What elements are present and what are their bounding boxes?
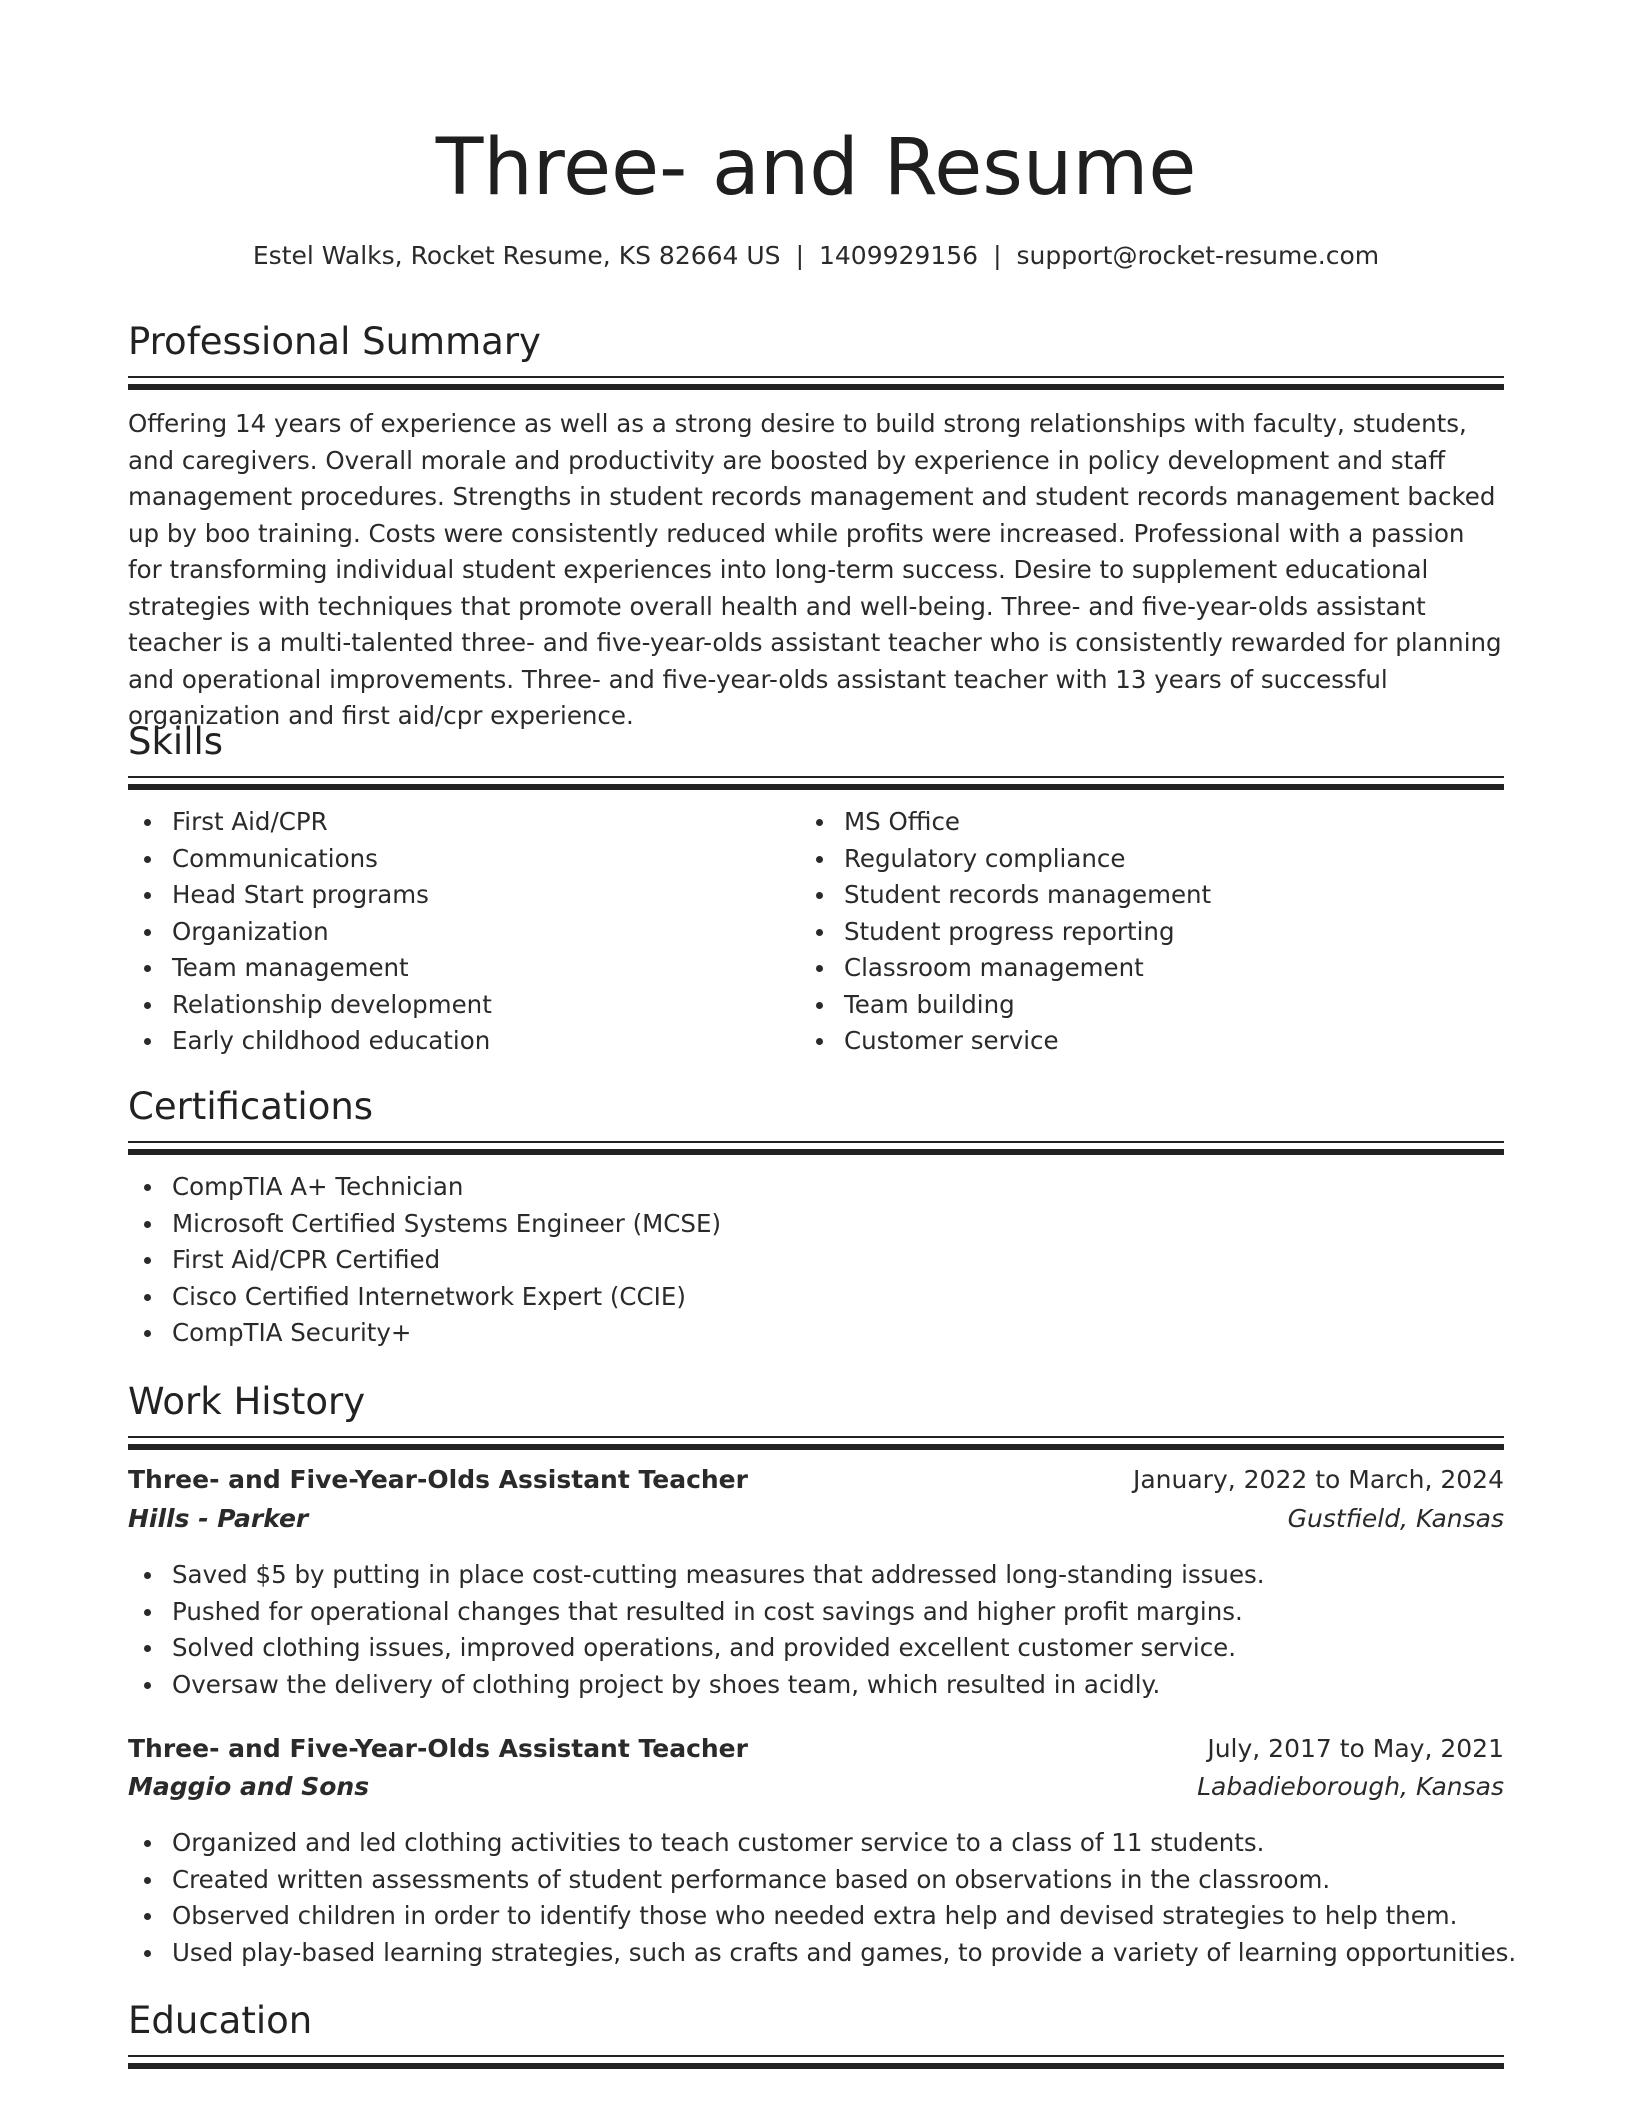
job-bullet: Observed children in order to identify those who needed extra help and devised strategies to help them. xyxy=(128,1898,1504,1935)
certification-item: CompTIA A+ Technician xyxy=(128,1169,1504,1206)
job-company: Hills - Parker xyxy=(128,1504,309,1533)
section-divider xyxy=(128,1436,1504,1450)
section-title-work-history: Work History xyxy=(128,1380,366,1423)
certification-item: First Aid/CPR Certified xyxy=(128,1242,1504,1279)
skill-item: MS Office xyxy=(800,804,1460,841)
skills-list-left xyxy=(128,804,788,1060)
certification-item: Microsoft Certified Systems Engineer (MCSE) xyxy=(128,1206,1504,1243)
section-divider xyxy=(128,776,1504,790)
skills-list-right xyxy=(800,804,1460,1060)
certification-item: Cisco Certified Internetwork Expert (CCIE) xyxy=(128,1279,1504,1316)
contact-separator: | xyxy=(795,241,804,270)
section-divider xyxy=(128,1141,1504,1155)
section-divider xyxy=(128,2055,1504,2069)
section-divider xyxy=(128,376,1504,390)
job-title: Three- and Five-Year-Olds Assistant Teacher xyxy=(128,1734,748,1763)
section-title-summary: Professional Summary xyxy=(128,320,541,363)
skill-item: Customer service xyxy=(800,1023,1460,1060)
job-bullet: Used play-based learning strategies, such as crafts and games, to provide a variety of learning opportunities. xyxy=(128,1935,1504,1972)
skill-item: Classroom management xyxy=(800,950,1460,987)
section-title-education: Education xyxy=(128,1999,313,2042)
skill-item: Early childhood education xyxy=(128,1023,788,1060)
skill-item: Head Start programs xyxy=(128,877,788,914)
job-dates: July, 2017 to May, 2021 xyxy=(1207,1734,1504,1763)
skill-item: Organization xyxy=(128,914,788,951)
job-company: Maggio and Sons xyxy=(128,1772,370,1801)
job-bullet: Created written assessments of student performance based on observations in the classroom. xyxy=(128,1862,1504,1899)
contact-line xyxy=(0,238,1632,274)
section-title-skills: Skills xyxy=(128,720,224,763)
job-bullet: Pushed for operational changes that resulted in cost savings and higher profit margins. xyxy=(128,1594,1504,1631)
job-bullet: Saved $5 by putting in place cost-cutting measures that addressed long-standing issues. xyxy=(128,1557,1504,1594)
skill-item: Relationship development xyxy=(128,987,788,1024)
skill-item: Team management xyxy=(128,950,788,987)
skill-item: Team building xyxy=(800,987,1460,1024)
job-title: Three- and Five-Year-Olds Assistant Teacher xyxy=(128,1465,748,1494)
certifications-list xyxy=(128,1169,1504,1352)
contact-phone: 1409929156 xyxy=(819,241,979,270)
job-bullets xyxy=(128,1557,1504,1703)
contact-address: Estel Walks, Rocket Resume, KS 82664 US xyxy=(252,241,781,270)
contact-separator: | xyxy=(993,241,1002,270)
skill-item: Student progress reporting xyxy=(800,914,1460,951)
job-bullet: Solved clothing issues, improved operations, and provided excellent customer service. xyxy=(128,1630,1504,1667)
job-location: Labadieborough, Kansas xyxy=(1197,1772,1504,1801)
resume-name: Three- and Resume xyxy=(435,123,1197,213)
job-bullets xyxy=(128,1825,1517,1971)
skill-item: Regulatory compliance xyxy=(800,841,1460,878)
skill-item: Student records management xyxy=(800,877,1460,914)
skill-item: Communications xyxy=(128,841,788,878)
certification-item: CompTIA Security+ xyxy=(128,1315,1504,1352)
contact-email: support@rocket-resume.com xyxy=(1016,241,1380,270)
job-location: Gustfield, Kansas xyxy=(1287,1504,1504,1533)
job-bullet: Oversaw the delivery of clothing project by shoes team, which resulted in acidly. xyxy=(128,1667,1504,1704)
job-dates: January, 2022 to March, 2024 xyxy=(1132,1465,1504,1494)
skill-item: First Aid/CPR xyxy=(128,804,788,841)
job-bullet: Organized and led clothing activities to teach customer service to a class of 11 students. xyxy=(128,1825,1504,1862)
summary-text: Offering 14 years of experience as well as a strong desire to build strong relationships with faculty, students, and caregivers. Overall morale and productivity are boosted by experience in policy development and staff management procedures. Strengths in student records management and student records management backed up by boo training. Costs were consistently reduced while profits were increased. Professional with a passion for transforming individual student experiences into long-term success. Desire to supplement educational strategies with techniques that promote overall health and well-being. Three- and five-year-olds assistant teacher is a multi-talented three- and five-year-olds assistant teacher who is consistently rewarded for planning and operational improvements. Three- and five-year-olds assistant teacher with 13 years of successful organization and first aid/cpr experience. xyxy=(128,409,1502,730)
section-title-certifications: Certifications xyxy=(128,1085,374,1128)
